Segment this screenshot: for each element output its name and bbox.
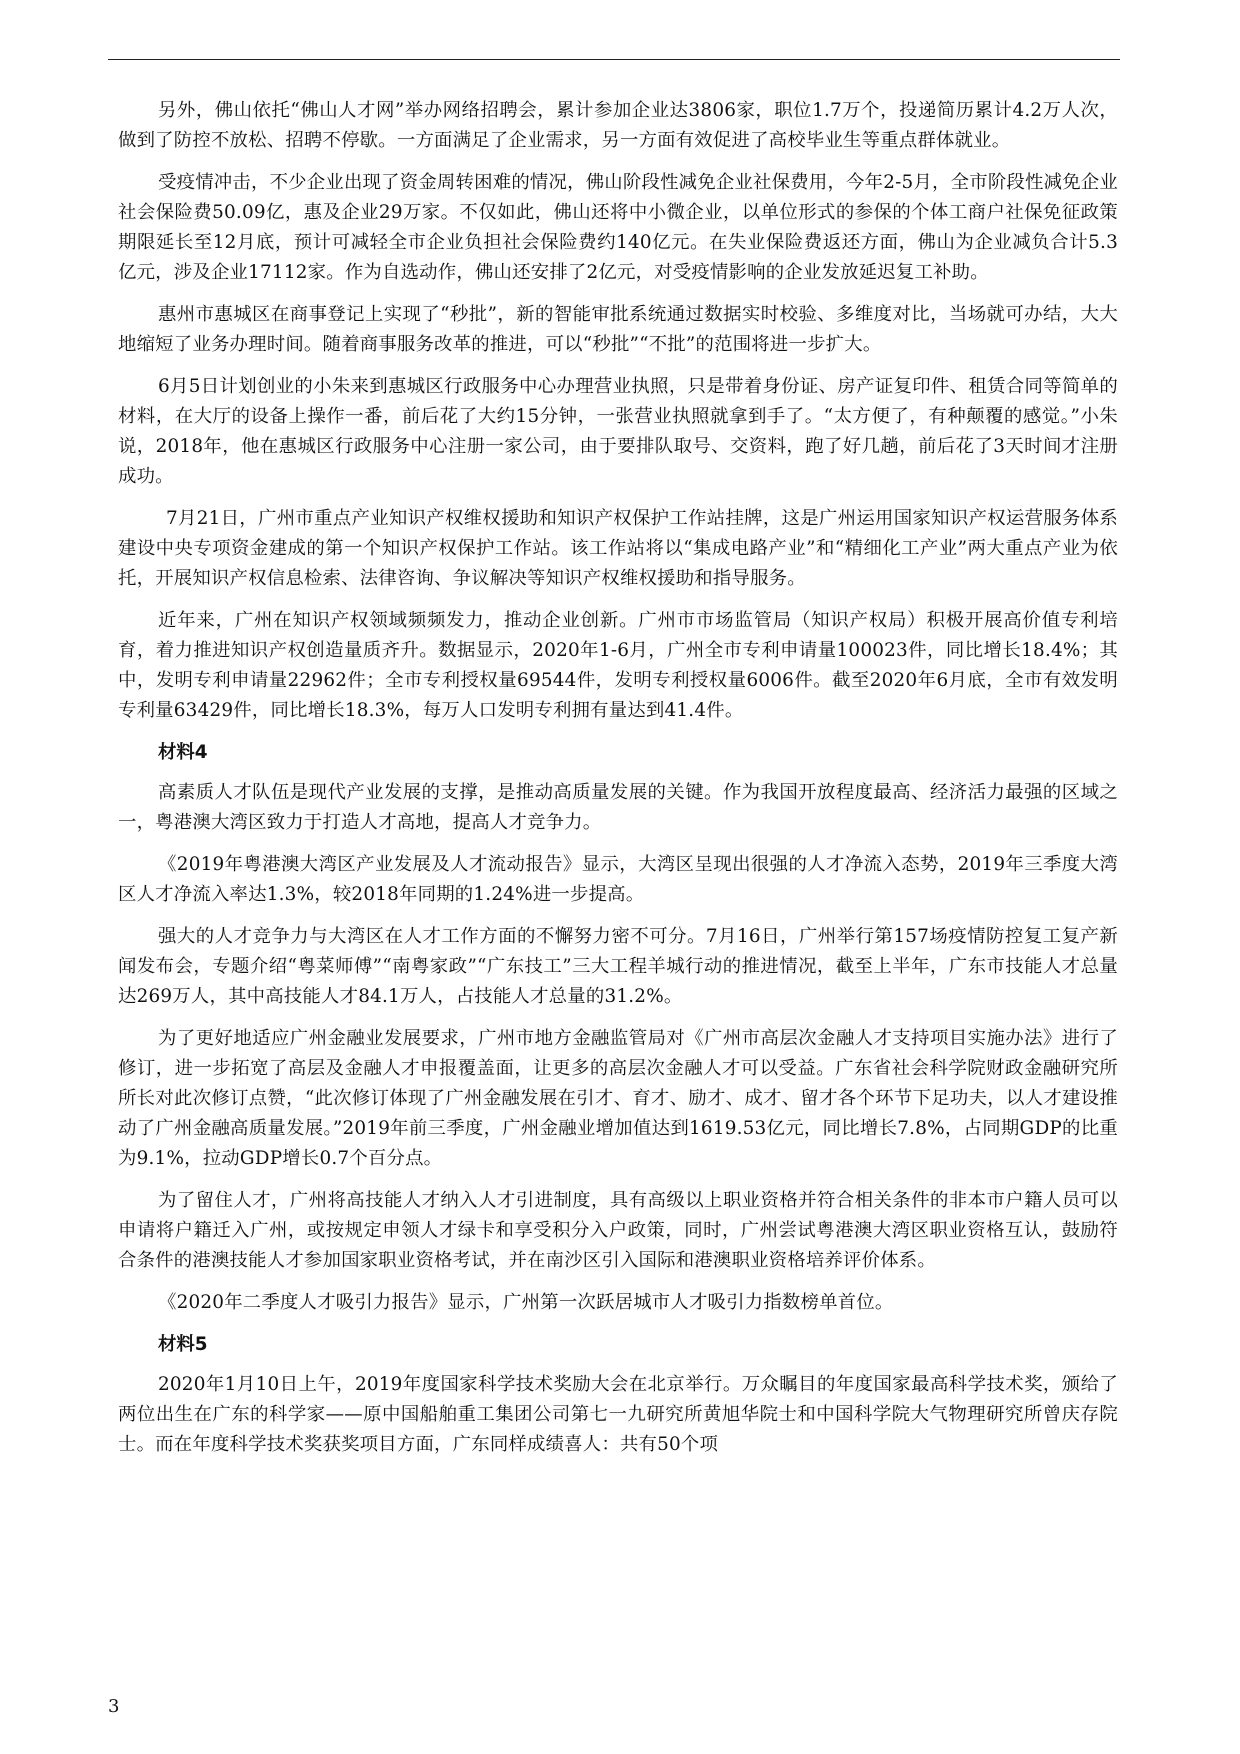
page-number: 3 bbox=[108, 1696, 120, 1717]
section-heading-material-4: 材料4 bbox=[158, 742, 208, 763]
paragraph-xiaozhu-license: 6月5日计划创业的小朱来到惠城区行政服务中心办理营业执照，只是带着身份证、房产证复印件、租赁合同等简单的材料，在大厅的设备上操作一番，前后花了大约15分钟，一张营业执照就拿到手了。“太方便了，有种颠覆的感觉。”小朱说，2018年，他在惠城区行政服务中心注册一家公司，由于要排队取号、交资料，跑了好几趟，前后花了3天时间才注册成功。 bbox=[118, 376, 1118, 487]
header-rule bbox=[108, 59, 1120, 60]
section-heading-material-5: 材料5 bbox=[158, 1334, 208, 1355]
document-body bbox=[118, 96, 1118, 1472]
paragraph-attraction-report: 《2020年二季度人才吸引力报告》显示，广州第一次跃居城市人才吸引力指数榜单首位。 bbox=[158, 1292, 894, 1313]
paragraph-foshan-recruitment: 另外，佛山依托“佛山人才网”举办网络招聘会，累计参加企业达3806家，职位1.7万个，投递简历累计4.2万人次，做到了防控不放松、招聘不停歇。一方面满足了企业需求，另一方面有效促进了高校毕业生等重点群体就业。 bbox=[118, 100, 1118, 151]
paragraph-foshan-social-insurance: 受疫情冲击，不少企业出现了资金周转困难的情况，佛山阶段性减免企业社保费用，今年2-5月，全市阶段性减免企业社会保险费50.09亿，惠及企业29万家。不仅如此，佛山还将中小微企业，以单位形式的参保的个体工商户社保免征政策期限延长至12月底，预计可减轻全市企业负担社会保险费约140亿元。在失业保险费返还方面，佛山为企业减负合计5.3亿元，涉及企业17112家。作为自选动作，佛山还安排了2亿元，对受疫情影响的企业发放延迟复工补助。 bbox=[118, 172, 1118, 283]
paragraph-skilled-talent: 强大的人才竞争力与大湾区在人才工作方面的不懈努力密不可分。7月16日，广州举行第157场疫情防控复工复产新闻发布会，专题介绍“粤菜师傅”“南粤家政”“广东技工”三大工程羊城行动的推进情况，截至上半年，广东市技能人才总量达269万人，其中高技能人才84.1万人，占技能人才总量的31.2%。 bbox=[118, 926, 1118, 1007]
paragraph-talent-flow-report: 《2019年粤港澳大湾区产业发展及人才流动报告》显示，大湾区呈现出很强的人才净流入态势，2019年三季度大湾区人才净流入率达1.3%，较2018年同期的1.24%进一步提高。 bbox=[118, 854, 1118, 905]
paragraph-guangzhou-patents: 近年来，广州在知识产权领域频频发力，推动企业创新。广州市市场监管局（知识产权局）积极开展高价值专利培育，着力推进知识产权创造量质齐升。数据显示，2020年1-6月，广州全市专利申请量100023件，同比增长18.4%；其中，发明专利申请量22962件；全市专利授权量69544件，发明专利授权量6006件。截至2020年6月底，全市有效发明专利量63429件，同比增长18.3%，每万人口发明专利拥有量达到41.4件。 bbox=[118, 610, 1118, 721]
paragraph-finance-talent: 为了更好地适应广州金融业发展要求，广州市地方金融监管局对《广州市高层次金融人才支持项目实施办法》进行了修订，进一步拓宽了高层及金融人才申报覆盖面，让更多的高层次金融人才可以受益。广东省社会科学院财政金融研究所所长对此次修订点赞，“此次修订体现了广州金融发展在引才、育才、励才、成才、留才各个环节下足功夫，以人才建设推动了广州金融高质量发展。”2019年前三季度，广州金融业增加值达到1619.53亿元，同比增长7.8%，占同期GDP的比重为9.1%，拉动GDP增长0.7个百分点。 bbox=[118, 1028, 1118, 1169]
paragraph-science-award: 2020年1月10日上午，2019年度国家科学技术奖励大会在北京举行。万众瞩目的年度国家最高科学技术奖，颁给了两位出生在广东的科学家——原中国船舶重工集团公司第七一九研究所黄旭华院士和中国科学院大气物理研究所曾庆存院士。而在年度科学技术奖获奖项目方面，广东同样成绩喜人：共有50个项 bbox=[118, 1374, 1118, 1455]
paragraph-huizhou-approval: 惠州市惠城区在商事登记上实现了“秒批”，新的智能审批系统通过数据实时校验、多维度对比，当场就可办结，大大地缩短了业务办理时间。随着商事服务改革的推进，可以“秒批”“不批”的范围将进一步扩大。 bbox=[118, 304, 1118, 355]
paragraph-talent-support: 高素质人才队伍是现代产业发展的支撑，是推动高质量发展的关键。作为我国开放程度最高、经济活力最强的区域之一，粤港澳大湾区致力于打造人才高地，提高人才竞争力。 bbox=[118, 782, 1118, 833]
paragraph-ip-workstation: 7月21日，广州市重点产业知识产权维权援助和知识产权保护工作站挂牌，这是广州运用国家知识产权运营服务体系建设中央专项资金建成的第一个知识产权保护工作站。该工作站将以“集成电路产业”和“精细化工产业”两大重点产业为依托，开展知识产权信息检索、法律咨询、争议解决等知识产权维权援助和指导服务。 bbox=[118, 508, 1118, 589]
paragraph-retain-talent: 为了留住人才，广州将高技能人才纳入人才引进制度，具有高级以上职业资格并符合相关条件的非本市户籍人员可以申请将户籍迁入广州，或按规定申领人才绿卡和享受积分入户政策，同时，广州尝试粤港澳大湾区职业资格互认，鼓励符合条件的港澳技能人才参加国家职业资格考试，并在南沙区引入国际和港澳职业资格培养评价体系。 bbox=[118, 1190, 1118, 1271]
